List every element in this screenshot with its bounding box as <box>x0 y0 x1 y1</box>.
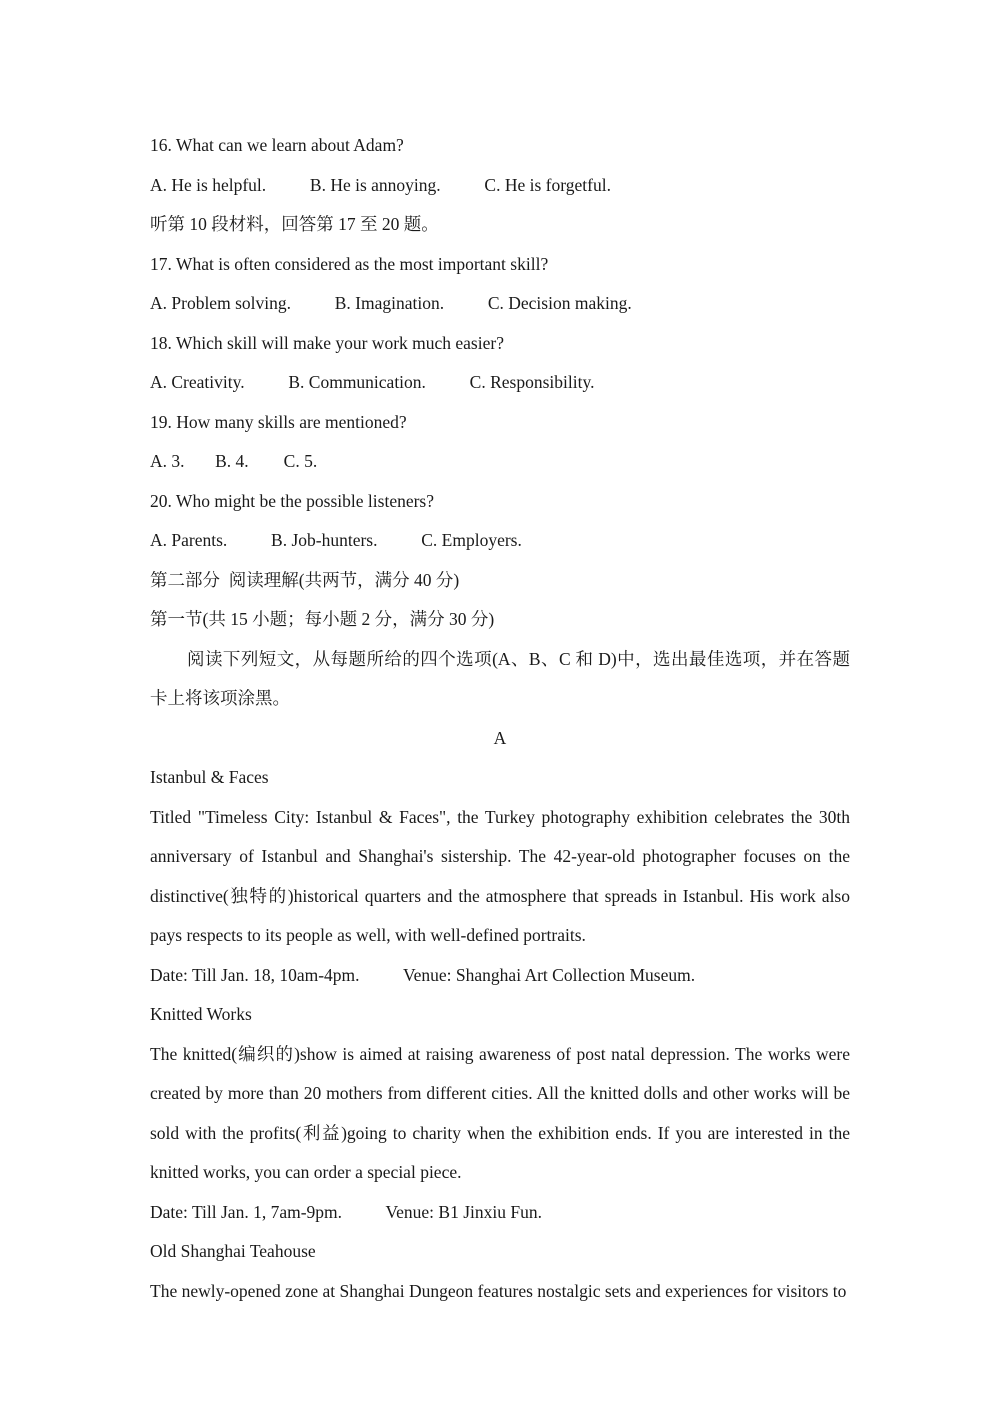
question-18-options: A. Creativity. B. Communication. C. Responsibility. <box>150 372 595 392</box>
exhibit-body-istanbul-faces: Titled "Timeless City: Istanbul & Faces", the Turkey photography exhibition celebrates the 30th anniversary of Istanbul and Shanghai's sistership. The 42-year-old photographer focuses on the distinctive(独特的)historical quarters and the atmosphere that spreads in Istanbul. His work also pays respects to its people as well, with well-defined portraits. <box>150 806 850 945</box>
question-16-stem: 16. What can we learn about Adam? <box>150 135 404 155</box>
exhibit-body-knitted-works: The knitted(编织的)show is aimed at raising awareness of post natal depression. The works were created by more than 20 mothers from different cities. All the knitted dolls and other works will be sold with the profits(利益)going to charity when the exhibition ends. If you are interested in the knitted works, you can order a special piece. <box>150 1043 850 1182</box>
question-20-options: A. Parents. B. Job-hunters. C. Employers. <box>150 530 522 550</box>
exhibit-date-istanbul-faces: Date: Till Jan. 18, 10am-4pm. <box>150 964 360 985</box>
exhibit-venue-knitted-works: Venue: B1 Jinxiu Fun. <box>385 1201 542 1222</box>
exhibit-body-old-shanghai-teahouse: The newly-opened zone at Shanghai Dungeon features nostalgic sets and experiences for visitors to <box>150 1280 847 1301</box>
section-one-heading: 第一节(共 15 小题；每小题 2 分，满分 30 分) <box>150 609 495 629</box>
listening-direction: 听第 10 段材料，回答第 17 至 20 题。 <box>150 214 439 234</box>
exhibit-datevenue-knitted-works <box>150 1193 850 1233</box>
exhibit-title-old-shanghai-teahouse: Old Shanghai Teahouse <box>150 1241 316 1261</box>
exhibit-title-istanbul-faces: Istanbul & Faces <box>150 767 269 787</box>
question-16-options: A. He is helpful. B. He is annoying. C. He is forgetful. <box>150 174 611 195</box>
exhibit-datevenue-istanbul-faces <box>150 956 850 996</box>
part-two-heading: 第二部分 阅读理解(共两节，满分 40 分) <box>150 569 460 590</box>
question-20-stem: 20. Who might be the possible listeners? <box>150 490 435 511</box>
question-19-options: A. 3. B. 4. C. 5. <box>150 451 318 471</box>
question-18-stem: 18. Which skill will make your work much easier? <box>150 332 504 353</box>
exhibit-title-knitted-works: Knitted Works <box>150 1004 252 1024</box>
exhibit-venue-istanbul-faces: Venue: Shanghai Art Collection Museum. <box>402 964 696 985</box>
exhibit-date-knitted-works: Date: Till Jan. 1, 7am-9pm. <box>150 1201 343 1222</box>
question-19-stem: 19. How many skills are mentioned? <box>150 411 407 432</box>
reading-instruction: 阅读下列短文，从每题所给的四个选项(A、B、C 和 D)中，选出最佳选项，并在答题卡上将该项涂黑。 <box>150 648 850 708</box>
page-content <box>150 126 850 1311</box>
question-17-stem: 17. What is often considered as the most important skill? <box>150 253 549 274</box>
passage-label-a: A <box>493 727 507 748</box>
question-17-options: A. Problem solving. B. Imagination. C. Decision making. <box>150 293 632 313</box>
